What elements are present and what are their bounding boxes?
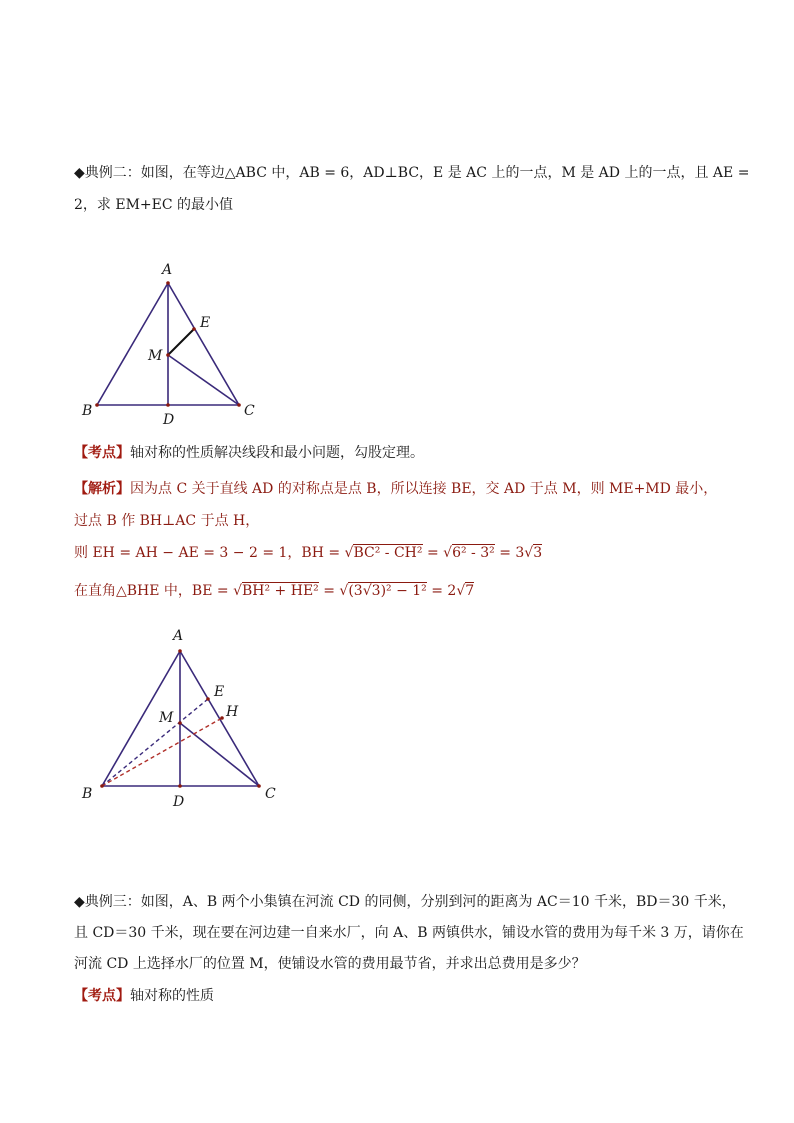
radical-6-3: 6² - 3² (452, 545, 495, 561)
jiexi-tag: 【解析】 (74, 481, 130, 497)
kaodian-1-text: 轴对称的性质解决线段和最小问题，勾股定理。 (130, 445, 424, 461)
jiexi-text-1: 因为点 C 关于直线 AD 的对称点是点 B，所以连接 BE，交 AD 于点 M，则 ME+MD 最小， (130, 481, 718, 497)
kaodian-1-tag: 【考点】 (74, 445, 130, 461)
fig2-label-d: D (173, 794, 185, 810)
jiexi-line4: 在直角△BHE 中，BE = √BH² + HE² = √(3√3)² − 1² = 2√7 (74, 583, 475, 599)
example2-line1: ◆典例二：如图，在等边△ABC 中，AB = 6，AD⊥BC，E 是 AC 上的一点，M 是 AD 上的一点，且 AE = (74, 165, 750, 181)
radical-bc-ch: BC² - CH² (353, 545, 423, 561)
radical-3: 3 (533, 545, 543, 561)
fig2-label-a: A (173, 628, 184, 644)
kaodian-2-text: 轴对称的性质 (130, 988, 214, 1004)
radical-bh-he: BH² + HE² (242, 583, 319, 599)
jiexi-line2: 过点 B 作 BH⊥AC 于点 H， (74, 513, 260, 529)
fig2-label-e: E (214, 684, 225, 700)
example3-line3: 河流 CD 上选择水厂的位置 M，使铺设水管的费用最节省，并求出总费用是多少？ (74, 956, 586, 972)
example3-line2: 且 CD＝30 千米，现在要在河边建一自来水厂，向 A、B 两镇供水，铺设水管的费用为每千米 3 万，请你在 (74, 925, 744, 941)
radical-7: 7 (465, 583, 475, 599)
kaodian-2-tag: 【考点】 (74, 988, 130, 1004)
kaodian-2 (74, 986, 214, 1006)
fig2-label-h: H (226, 704, 239, 720)
fig1-label-m: M (148, 348, 163, 364)
example2-line2: 2，求 EM+EC 的最小值 (74, 197, 234, 213)
radical-outer: (3√3)² − 1² (348, 583, 427, 599)
fig1-label-b: B (82, 403, 93, 419)
fig2-label-c: C (265, 786, 276, 802)
fig2-label-b: B (82, 786, 93, 802)
example3-line1: ◆典例三：如图，A、B 两个小集镇在河流 CD 的同侧，分别到河的距离为 AC＝10 千米，BD＝30 千米， (74, 894, 736, 910)
fig1-label-a: A (162, 262, 173, 278)
jiexi-line3: 则 EH = AH − AE = 3 − 2 = 1，BH = √BC² - CH² = √6² - 3² = 3√3 (74, 545, 543, 561)
fig2-label-m: M (159, 710, 174, 726)
fig1-label-d: D (163, 412, 175, 428)
fig1-label-c: C (244, 403, 255, 419)
fig1-label-e: E (200, 315, 211, 331)
